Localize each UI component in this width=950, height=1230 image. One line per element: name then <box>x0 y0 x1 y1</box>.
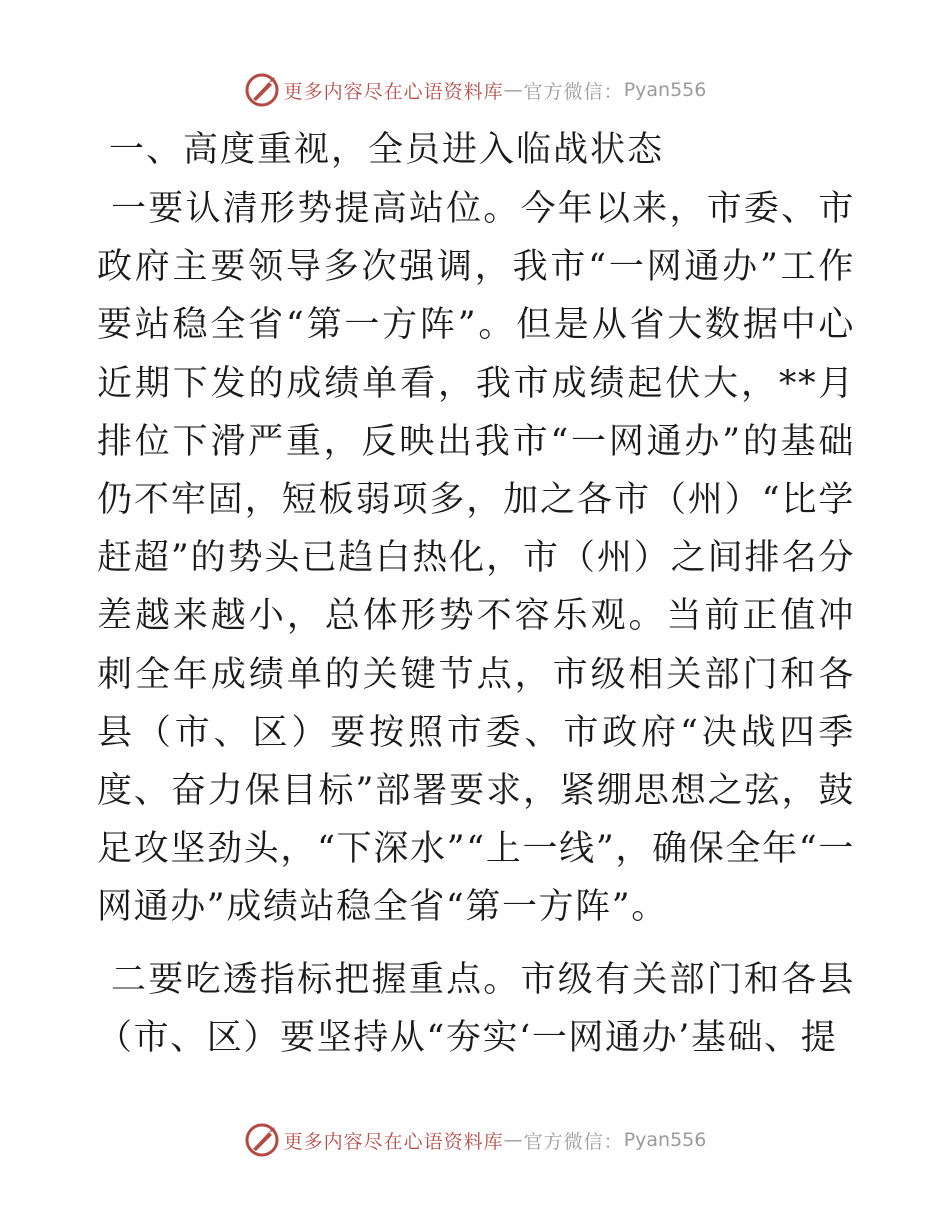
watermark-header <box>0 70 950 110</box>
paragraph-2: 二要吃透指标把握重点。市级有关部门和各县（市、区）要坚持从“夯实‘一网通办’基础、提 <box>97 959 855 1058</box>
paragraph-1: 一要认清形势提高站位。今年以来，市委、市政府主要领导多次强调，我市“一网通办”工作要站稳全省“第一方阵”。但是从省大数据中心近期下发的成绩单看，我市成绩起伏大，**月排位下滑严重，反映出我市“一网通办”的基础仍不牢固，短板弱项多，加之各市（州）“比学赶超”的势头已趋白热化，市（州）之间排名分差越来越小，总体形势不容乐观。当前正值冲刺全年成绩单的关键节点，市级相关部门和各县（市、区）要按照市委、市政府“决战四季度、奋力保目标”部署要求，紧绷思想之弦，鼓足攻坚劲头，“下深水”“上一线”，确保全年“一网通办”成绩站稳全省“第一方阵”。 <box>97 189 855 928</box>
watermark-wechat-id: Pyan556 <box>623 79 707 101</box>
watermark-label: 官方微信： <box>523 80 624 103</box>
watermark-footer <box>0 1120 950 1160</box>
watermark-separator: — <box>503 79 524 101</box>
quill-logo-icon <box>244 1122 280 1158</box>
watermark-separator: — <box>503 1129 524 1151</box>
section-heading: 一、高度重视，全员进入临战状态 <box>109 130 665 170</box>
watermark-brand: 更多内容尽在心语资料库 <box>283 1130 504 1153</box>
watermark-wechat-id: Pyan556 <box>623 1129 707 1151</box>
watermark-brand: 更多内容尽在心语资料库 <box>283 80 504 103</box>
quill-logo-icon <box>244 72 280 108</box>
document-body <box>97 122 855 1067</box>
watermark-label: 官方微信： <box>523 1130 624 1153</box>
